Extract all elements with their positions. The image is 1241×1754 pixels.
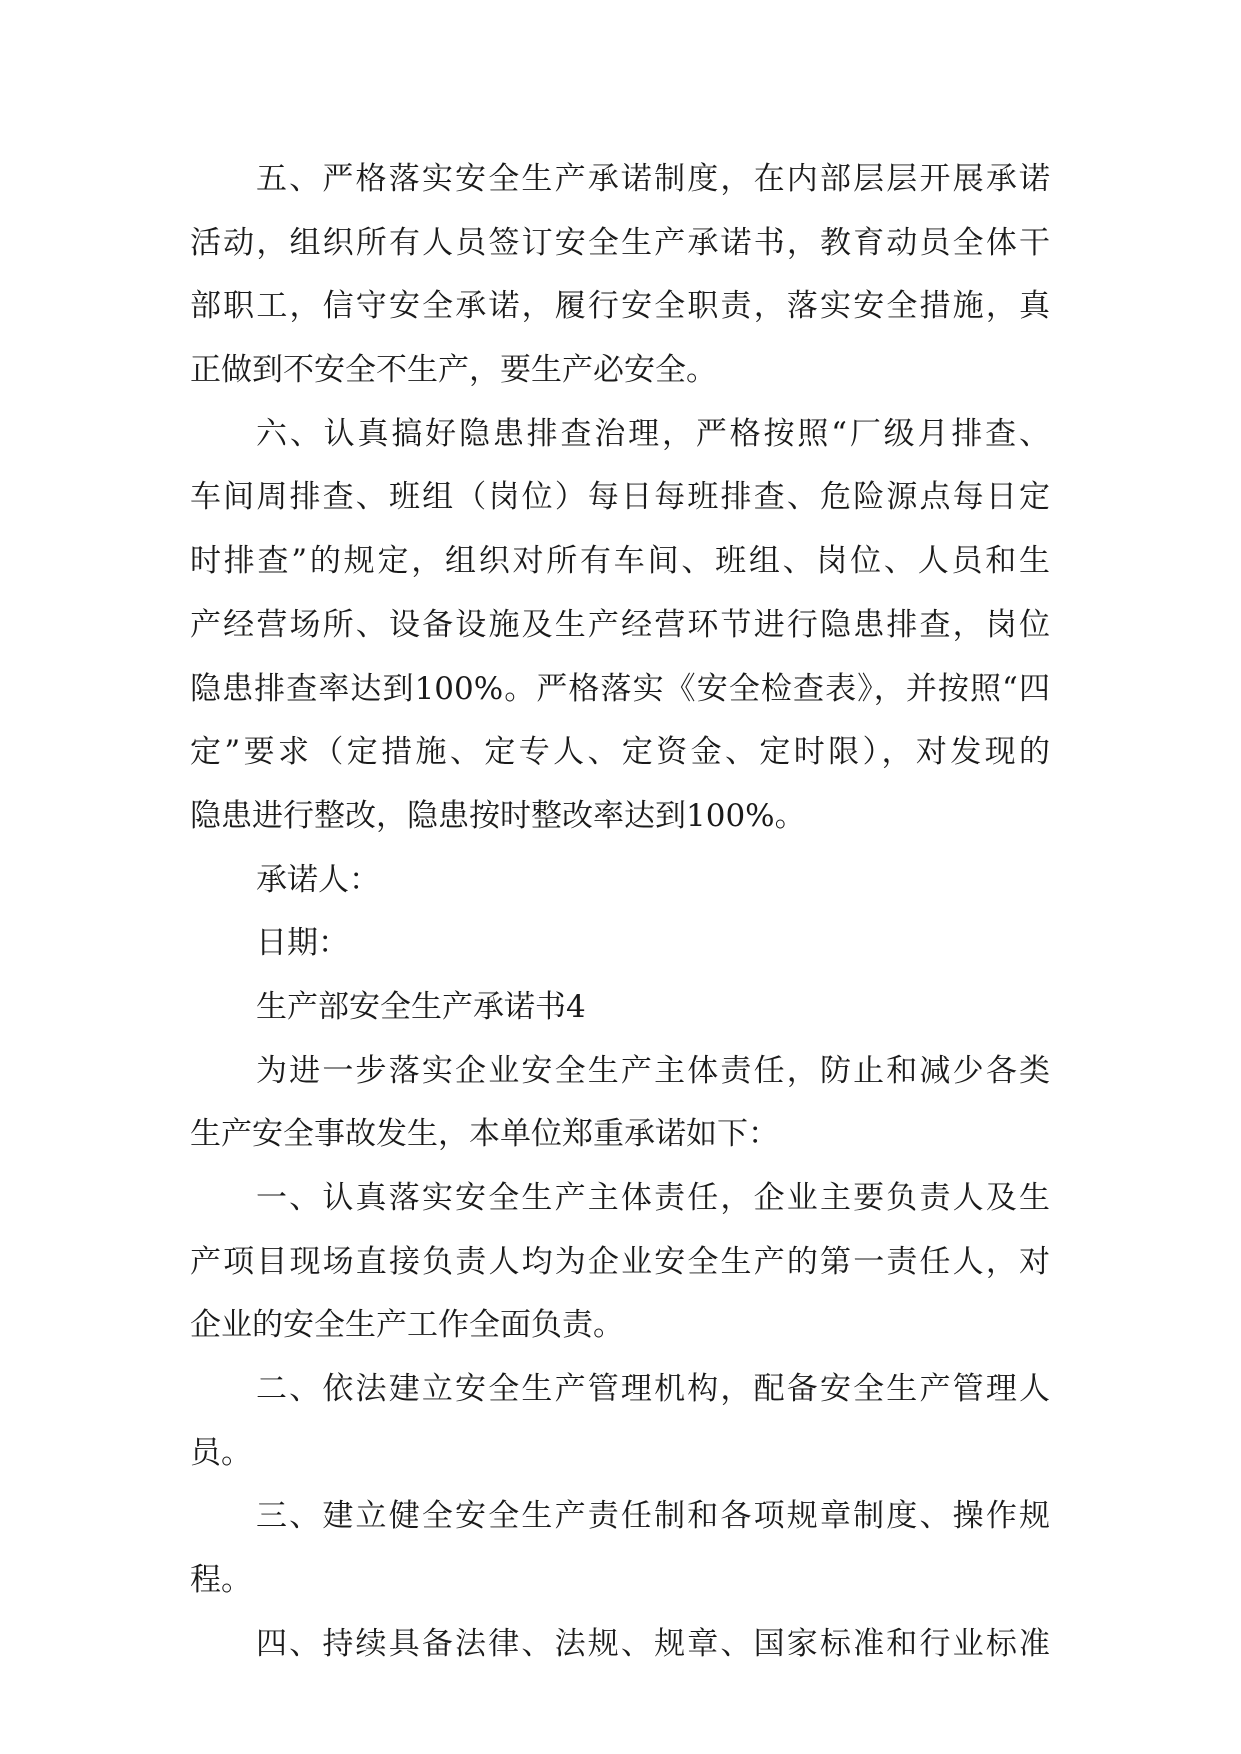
document-line: 产经营场所、设备设施及生产经营环节进行隐患排查，岗位 — [190, 606, 1050, 643]
document-line: 时排查”的规定，组织对所有车间、班组、岗位、人员和生 — [190, 543, 1050, 580]
document-line: 活动，组织所有人员签订安全生产承诺书，教育动员全体干 — [190, 224, 1050, 261]
document-line: 三、建立健全安全生产责任制和各项规章制度、操作规 — [256, 1498, 1050, 1535]
document-line: 定”要求（定措施、定专人、定资金、定时限），对发现的 — [190, 734, 1050, 771]
document-line: 隐患进行整改，隐患按时整改率达到100%。 — [190, 797, 806, 834]
document-line: 承诺人： — [256, 861, 380, 898]
document-body — [190, 148, 1050, 1677]
document-line: 程。 — [190, 1562, 252, 1599]
document-line: 生产部安全生产承诺书4 — [256, 988, 586, 1025]
document-line: 四、持续具备法律、法规、规章、国家标准和行业标准 — [256, 1625, 1050, 1662]
document-line: 企业的安全生产工作全面负责。 — [190, 1307, 624, 1344]
document-line: 六、认真搞好隐患排查治理，严格按照“厂级月排查、 — [256, 415, 1050, 452]
document-line: 产项目现场直接负责人均为企业安全生产的第一责任人，对 — [190, 1243, 1050, 1280]
document-line: 车间周排查、班组（岗位）每日每班排查、危险源点每日定 — [190, 479, 1050, 516]
document-line: 员。 — [190, 1434, 252, 1471]
document-line: 二、依法建立安全生产管理机构，配备安全生产管理人 — [256, 1371, 1050, 1408]
document-line: 一、认真落实安全生产主体责任，企业主要负责人及生 — [256, 1180, 1050, 1216]
document-line: 为进一步落实企业安全生产主体责任，防止和减少各类 — [256, 1052, 1050, 1089]
document-line: 正做到不安全不生产，要生产必安全。 — [190, 352, 717, 389]
document-line: 日期： — [256, 925, 349, 962]
document-line: 隐患排查率达到100%。严格落实《安全检查表》，并按照“四 — [190, 670, 1050, 707]
document-line: 五、严格落实安全生产承诺制度，在内部层层开展承诺 — [256, 161, 1050, 197]
document-line: 生产安全事故发生，本单位郑重承诺如下： — [190, 1116, 779, 1153]
document-line: 部职工，信守安全承诺，履行安全职责，落实安全措施，真 — [190, 288, 1050, 325]
